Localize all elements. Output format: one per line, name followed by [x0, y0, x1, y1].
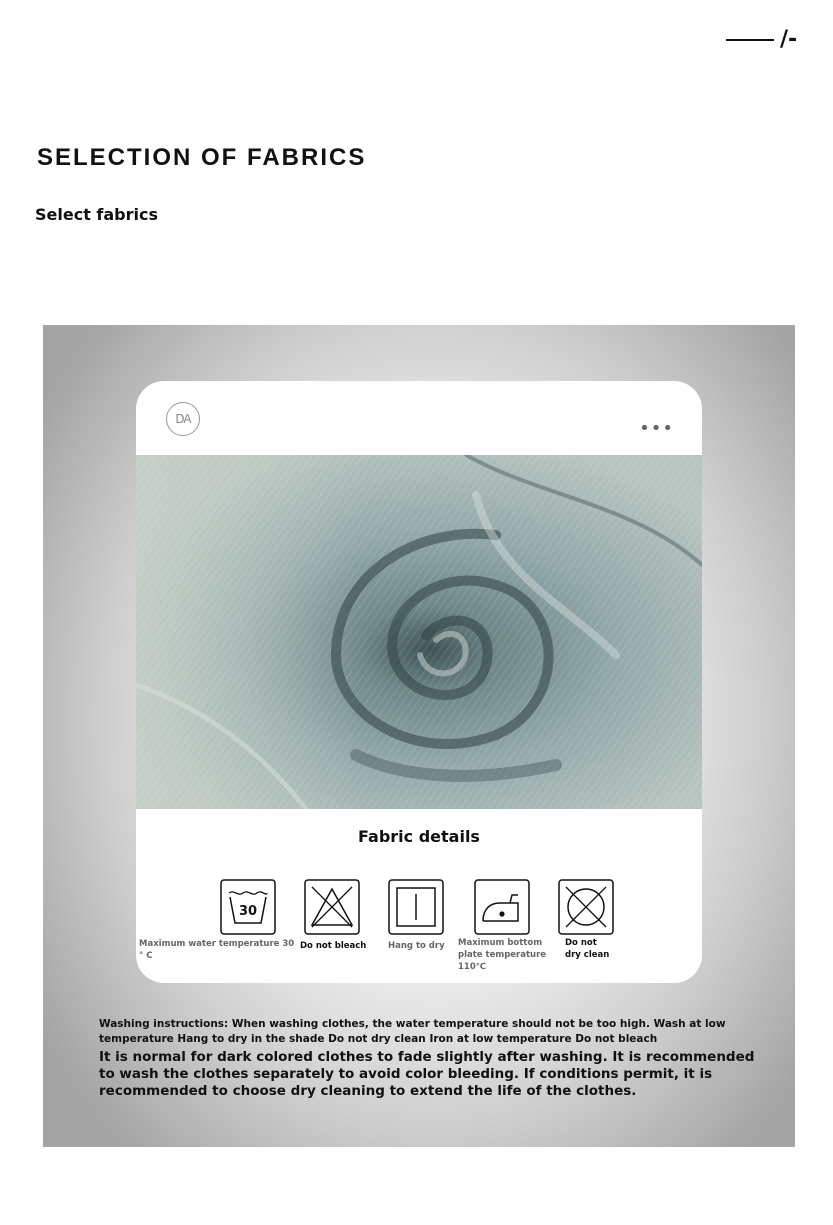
care-label-wash: Maximum water temperature 30 ° C: [139, 939, 295, 961]
care-label-hang: Hang to dry: [388, 941, 445, 951]
iron-low-icon: [474, 879, 530, 935]
fabric-card: [136, 381, 702, 983]
fading-notice: It is normal for dark colored clothes to fade slightly after washing. It is recommended to wash the clothes separately to avoid color bleeding. If conditions permit, it is recommended to choose dry cleaning to extend the life of the clothes.: [99, 1049, 755, 1099]
page-title: SELECTION OF FABRICS: [37, 144, 367, 171]
care-label-bleach: Do not bleach: [300, 941, 367, 951]
corner-mark: /-: [780, 27, 798, 52]
washing-instructions: Washing instructions: When washing clothes, the water temperature should not be too high. Wash at low temperature Hang to dry in the shade Do not dry clean Iron at low temperature Do not bleach: [99, 1018, 726, 1045]
brand-logo: DA: [166, 402, 200, 436]
wash-temperature-number: 30: [238, 904, 258, 919]
no-dry-clean-icon: [558, 879, 614, 935]
denim-fabric-photo: [136, 455, 702, 809]
wash-30-icon: [220, 879, 276, 935]
no-bleach-icon: [304, 879, 360, 935]
decorative-line: [726, 39, 774, 41]
section-subtitle: Select fabrics: [35, 205, 159, 224]
fabric-panel: [43, 325, 795, 1147]
corner-decoration: [726, 26, 806, 56]
care-notes: [99, 1017, 759, 1100]
care-label-dry-clean: Do not dry clean: [565, 938, 610, 960]
fabric-details-title: Fabric details: [358, 827, 480, 846]
more-dots-icon[interactable]: •••: [639, 418, 674, 439]
hang-dry-icon: [388, 879, 444, 935]
care-label-iron: Maximum bottom plate temperature 110℃: [458, 938, 547, 972]
